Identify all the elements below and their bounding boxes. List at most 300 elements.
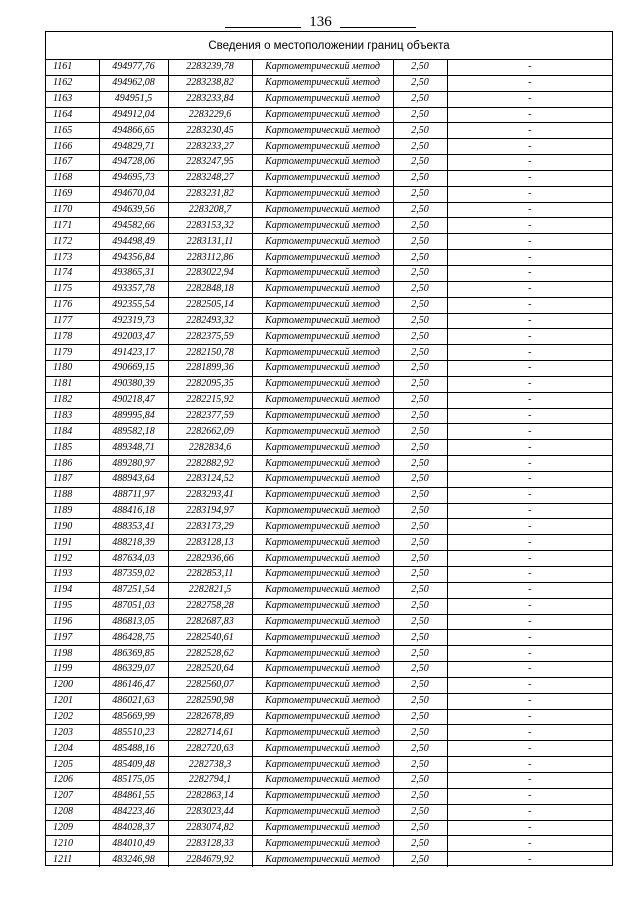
- y-coordinate-cell: 2282560,07: [168, 677, 252, 693]
- table-row: [46, 440, 612, 456]
- point-number-cell: 1185: [46, 440, 99, 456]
- method-cell: Картометрический метод: [252, 852, 393, 867]
- y-coordinate-cell: 2282738,3: [168, 757, 252, 773]
- method-cell: Картометрический метод: [252, 741, 393, 757]
- header-rule-right: [340, 27, 416, 28]
- y-coordinate-cell: 2283194,97: [168, 503, 252, 519]
- note-cell: -: [447, 408, 612, 424]
- accuracy-cell: 2,50: [393, 107, 447, 123]
- note-cell: -: [447, 392, 612, 408]
- x-coordinate-cell: 485669,99: [99, 709, 168, 725]
- point-number-cell: 1198: [46, 646, 99, 662]
- table-row: [46, 234, 612, 250]
- note-cell: -: [447, 281, 612, 297]
- table-row: [46, 281, 612, 297]
- accuracy-cell: 2,50: [393, 646, 447, 662]
- y-coordinate-cell: 2283124,52: [168, 471, 252, 487]
- accuracy-cell: 2,50: [393, 456, 447, 472]
- point-number-cell: 1203: [46, 725, 99, 741]
- accuracy-cell: 2,50: [393, 281, 447, 297]
- table-row: [46, 123, 612, 139]
- y-coordinate-cell: 2281899,36: [168, 361, 252, 377]
- table-row: [46, 424, 612, 440]
- point-number-cell: 1188: [46, 487, 99, 503]
- point-number-cell: 1209: [46, 820, 99, 836]
- method-cell: Картометрический метод: [252, 202, 393, 218]
- x-coordinate-cell: 486428,75: [99, 630, 168, 646]
- note-cell: -: [447, 456, 612, 472]
- accuracy-cell: 2,50: [393, 598, 447, 614]
- y-coordinate-cell: 2283248,27: [168, 170, 252, 186]
- note-cell: -: [447, 155, 612, 171]
- table-row: [46, 329, 612, 345]
- accuracy-cell: 2,50: [393, 155, 447, 171]
- y-coordinate-cell: 2283173,29: [168, 519, 252, 535]
- y-coordinate-cell: 2283233,27: [168, 139, 252, 155]
- accuracy-cell: 2,50: [393, 392, 447, 408]
- y-coordinate-cell: 2282794,1: [168, 772, 252, 788]
- accuracy-cell: 2,50: [393, 852, 447, 867]
- note-cell: -: [447, 265, 612, 281]
- method-cell: Картометрический метод: [252, 123, 393, 139]
- x-coordinate-cell: 486369,85: [99, 646, 168, 662]
- coordinates-table: [46, 60, 612, 867]
- x-coordinate-cell: 492355,54: [99, 297, 168, 313]
- note-cell: -: [447, 630, 612, 646]
- method-cell: Картометрический метод: [252, 662, 393, 678]
- x-coordinate-cell: 494356,84: [99, 250, 168, 266]
- y-coordinate-cell: 2282528,62: [168, 646, 252, 662]
- table-row: [46, 408, 612, 424]
- x-coordinate-cell: 491423,17: [99, 345, 168, 361]
- table-row: [46, 677, 612, 693]
- method-cell: Картометрический метод: [252, 519, 393, 535]
- table-row: [46, 361, 612, 377]
- x-coordinate-cell: 494977,76: [99, 60, 168, 75]
- y-coordinate-cell: 2283022,94: [168, 265, 252, 281]
- method-cell: Картометрический метод: [252, 836, 393, 852]
- note-cell: -: [447, 582, 612, 598]
- point-number-cell: 1211: [46, 852, 99, 867]
- accuracy-cell: 2,50: [393, 91, 447, 107]
- y-coordinate-cell: 2282095,35: [168, 376, 252, 392]
- y-coordinate-cell: 2282590,98: [168, 693, 252, 709]
- x-coordinate-cell: 489582,18: [99, 424, 168, 440]
- note-cell: -: [447, 376, 612, 392]
- accuracy-cell: 2,50: [393, 757, 447, 773]
- table-row: [46, 535, 612, 551]
- y-coordinate-cell: 2283128,13: [168, 535, 252, 551]
- table-row: [46, 170, 612, 186]
- note-cell: -: [447, 186, 612, 202]
- point-number-cell: 1202: [46, 709, 99, 725]
- point-number-cell: 1175: [46, 281, 99, 297]
- method-cell: Картометрический метод: [252, 471, 393, 487]
- point-number-cell: 1200: [46, 677, 99, 693]
- table-row: [46, 567, 612, 583]
- y-coordinate-cell: 2283239,78: [168, 60, 252, 75]
- note-cell: -: [447, 487, 612, 503]
- accuracy-cell: 2,50: [393, 170, 447, 186]
- method-cell: Картометрический метод: [252, 725, 393, 741]
- boundary-table: [45, 31, 613, 866]
- accuracy-cell: 2,50: [393, 361, 447, 377]
- method-cell: Картометрический метод: [252, 630, 393, 646]
- accuracy-cell: 2,50: [393, 202, 447, 218]
- accuracy-cell: 2,50: [393, 218, 447, 234]
- accuracy-cell: 2,50: [393, 551, 447, 567]
- point-number-cell: 1173: [46, 250, 99, 266]
- accuracy-cell: 2,50: [393, 725, 447, 741]
- note-cell: -: [447, 471, 612, 487]
- x-coordinate-cell: 487634,03: [99, 551, 168, 567]
- table-row: [46, 456, 612, 472]
- y-coordinate-cell: 2283112,86: [168, 250, 252, 266]
- point-number-cell: 1171: [46, 218, 99, 234]
- accuracy-cell: 2,50: [393, 408, 447, 424]
- x-coordinate-cell: 488711,97: [99, 487, 168, 503]
- table-row: [46, 741, 612, 757]
- point-number-cell: 1181: [46, 376, 99, 392]
- method-cell: Картометрический метод: [252, 503, 393, 519]
- y-coordinate-cell: 2282375,59: [168, 329, 252, 345]
- note-cell: -: [447, 677, 612, 693]
- x-coordinate-cell: 489348,71: [99, 440, 168, 456]
- accuracy-cell: 2,50: [393, 677, 447, 693]
- point-number-cell: 1179: [46, 345, 99, 361]
- x-coordinate-cell: 484010,49: [99, 836, 168, 852]
- point-number-cell: 1204: [46, 741, 99, 757]
- note-cell: -: [447, 709, 612, 725]
- method-cell: Картометрический метод: [252, 551, 393, 567]
- method-cell: Картометрический метод: [252, 456, 393, 472]
- point-number-cell: 1165: [46, 123, 99, 139]
- point-number-cell: 1196: [46, 614, 99, 630]
- table-row: [46, 345, 612, 361]
- point-number-cell: 1180: [46, 361, 99, 377]
- method-cell: Картометрический метод: [252, 60, 393, 75]
- method-cell: Картометрический метод: [252, 186, 393, 202]
- table-row: [46, 709, 612, 725]
- point-number-cell: 1206: [46, 772, 99, 788]
- note-cell: -: [447, 91, 612, 107]
- point-number-cell: 1170: [46, 202, 99, 218]
- x-coordinate-cell: 487359,02: [99, 567, 168, 583]
- method-cell: Картометрический метод: [252, 218, 393, 234]
- x-coordinate-cell: 486329,07: [99, 662, 168, 678]
- accuracy-cell: 2,50: [393, 297, 447, 313]
- x-coordinate-cell: 489280,97: [99, 456, 168, 472]
- accuracy-cell: 2,50: [393, 693, 447, 709]
- y-coordinate-cell: 2282853,11: [168, 567, 252, 583]
- accuracy-cell: 2,50: [393, 250, 447, 266]
- y-coordinate-cell: 2283153,32: [168, 218, 252, 234]
- table-row: [46, 646, 612, 662]
- point-number-cell: 1174: [46, 265, 99, 281]
- accuracy-cell: 2,50: [393, 139, 447, 155]
- point-number-cell: 1195: [46, 598, 99, 614]
- method-cell: Картометрический метод: [252, 487, 393, 503]
- page-header: [0, 12, 640, 32]
- note-cell: -: [447, 804, 612, 820]
- note-cell: -: [447, 218, 612, 234]
- note-cell: -: [447, 646, 612, 662]
- header-rule-left: [225, 27, 301, 28]
- table-row: [46, 313, 612, 329]
- method-cell: Картометрический метод: [252, 567, 393, 583]
- table-row: [46, 519, 612, 535]
- method-cell: Картометрический метод: [252, 408, 393, 424]
- accuracy-cell: 2,50: [393, 471, 447, 487]
- method-cell: Картометрический метод: [252, 677, 393, 693]
- y-coordinate-cell: 2282505,14: [168, 297, 252, 313]
- table-row: [46, 772, 612, 788]
- x-coordinate-cell: 493865,31: [99, 265, 168, 281]
- accuracy-cell: 2,50: [393, 376, 447, 392]
- method-cell: Картометрический метод: [252, 345, 393, 361]
- note-cell: -: [447, 424, 612, 440]
- point-number-cell: 1172: [46, 234, 99, 250]
- y-coordinate-cell: 2283208,7: [168, 202, 252, 218]
- note-cell: -: [447, 503, 612, 519]
- x-coordinate-cell: 494639,56: [99, 202, 168, 218]
- note-cell: -: [447, 519, 612, 535]
- method-cell: Картометрический метод: [252, 329, 393, 345]
- point-number-cell: 1207: [46, 788, 99, 804]
- x-coordinate-cell: 486146,47: [99, 677, 168, 693]
- note-cell: -: [447, 60, 612, 75]
- method-cell: Картометрический метод: [252, 582, 393, 598]
- accuracy-cell: 2,50: [393, 519, 447, 535]
- x-coordinate-cell: 494670,04: [99, 186, 168, 202]
- y-coordinate-cell: 2283231,82: [168, 186, 252, 202]
- note-cell: -: [447, 741, 612, 757]
- method-cell: Картометрический метод: [252, 313, 393, 329]
- page-number: 136: [309, 14, 332, 30]
- x-coordinate-cell: 490669,15: [99, 361, 168, 377]
- accuracy-cell: 2,50: [393, 503, 447, 519]
- x-coordinate-cell: 484223,46: [99, 804, 168, 820]
- method-cell: Картометрический метод: [252, 392, 393, 408]
- point-number-cell: 1182: [46, 392, 99, 408]
- note-cell: -: [447, 75, 612, 91]
- point-number-cell: 1162: [46, 75, 99, 91]
- point-number-cell: 1177: [46, 313, 99, 329]
- accuracy-cell: 2,50: [393, 741, 447, 757]
- x-coordinate-cell: 494728,06: [99, 155, 168, 171]
- note-cell: -: [447, 614, 612, 630]
- table-row: [46, 662, 612, 678]
- method-cell: Картометрический метод: [252, 424, 393, 440]
- accuracy-cell: 2,50: [393, 487, 447, 503]
- accuracy-cell: 2,50: [393, 804, 447, 820]
- y-coordinate-cell: 2282687,83: [168, 614, 252, 630]
- x-coordinate-cell: 494866,65: [99, 123, 168, 139]
- accuracy-cell: 2,50: [393, 186, 447, 202]
- method-cell: Картометрический метод: [252, 155, 393, 171]
- x-coordinate-cell: 488943,64: [99, 471, 168, 487]
- note-cell: -: [447, 567, 612, 583]
- x-coordinate-cell: 490380,39: [99, 376, 168, 392]
- method-cell: Картометрический метод: [252, 139, 393, 155]
- accuracy-cell: 2,50: [393, 567, 447, 583]
- table-row: [46, 503, 612, 519]
- method-cell: Картометрический метод: [252, 281, 393, 297]
- point-number-cell: 1193: [46, 567, 99, 583]
- x-coordinate-cell: 486813,05: [99, 614, 168, 630]
- table-row: [46, 139, 612, 155]
- y-coordinate-cell: 2282520,64: [168, 662, 252, 678]
- table-row: [46, 60, 612, 75]
- x-coordinate-cell: 486021,63: [99, 693, 168, 709]
- point-number-cell: 1208: [46, 804, 99, 820]
- y-coordinate-cell: 2282720,63: [168, 741, 252, 757]
- x-coordinate-cell: 488416,18: [99, 503, 168, 519]
- y-coordinate-cell: 2282678,89: [168, 709, 252, 725]
- point-number-cell: 1166: [46, 139, 99, 155]
- accuracy-cell: 2,50: [393, 820, 447, 836]
- point-number-cell: 1194: [46, 582, 99, 598]
- y-coordinate-cell: 2282848,18: [168, 281, 252, 297]
- y-coordinate-cell: 2283229,6: [168, 107, 252, 123]
- x-coordinate-cell: 494962,08: [99, 75, 168, 91]
- point-number-cell: 1186: [46, 456, 99, 472]
- note-cell: -: [447, 852, 612, 867]
- point-number-cell: 1187: [46, 471, 99, 487]
- note-cell: -: [447, 598, 612, 614]
- method-cell: Картометрический метод: [252, 107, 393, 123]
- x-coordinate-cell: 494829,71: [99, 139, 168, 155]
- method-cell: Картометрический метод: [252, 75, 393, 91]
- note-cell: -: [447, 234, 612, 250]
- table-row: [46, 852, 612, 867]
- point-number-cell: 1205: [46, 757, 99, 773]
- point-number-cell: 1183: [46, 408, 99, 424]
- method-cell: Картометрический метод: [252, 709, 393, 725]
- note-cell: -: [447, 836, 612, 852]
- x-coordinate-cell: 494582,66: [99, 218, 168, 234]
- x-coordinate-cell: 487251,54: [99, 582, 168, 598]
- point-number-cell: 1201: [46, 693, 99, 709]
- x-coordinate-cell: 489995,84: [99, 408, 168, 424]
- table-row: [46, 693, 612, 709]
- y-coordinate-cell: 2282493,32: [168, 313, 252, 329]
- accuracy-cell: 2,50: [393, 836, 447, 852]
- table-row: [46, 598, 612, 614]
- table-row: [46, 376, 612, 392]
- method-cell: Картометрический метод: [252, 361, 393, 377]
- accuracy-cell: 2,50: [393, 345, 447, 361]
- note-cell: -: [447, 345, 612, 361]
- y-coordinate-cell: 2283074,82: [168, 820, 252, 836]
- x-coordinate-cell: 493357,78: [99, 281, 168, 297]
- table-row: [46, 551, 612, 567]
- accuracy-cell: 2,50: [393, 709, 447, 725]
- point-number-cell: 1167: [46, 155, 99, 171]
- table-row: [46, 392, 612, 408]
- accuracy-cell: 2,50: [393, 329, 447, 345]
- method-cell: Картометрический метод: [252, 265, 393, 281]
- note-cell: -: [447, 440, 612, 456]
- y-coordinate-cell: 2283230,45: [168, 123, 252, 139]
- note-cell: -: [447, 535, 612, 551]
- table-row: [46, 107, 612, 123]
- y-coordinate-cell: 2282936,66: [168, 551, 252, 567]
- note-cell: -: [447, 297, 612, 313]
- y-coordinate-cell: 2282540,61: [168, 630, 252, 646]
- point-number-cell: 1168: [46, 170, 99, 186]
- y-coordinate-cell: 2282863,14: [168, 788, 252, 804]
- accuracy-cell: 2,50: [393, 123, 447, 139]
- accuracy-cell: 2,50: [393, 772, 447, 788]
- table-row: [46, 487, 612, 503]
- y-coordinate-cell: 2282377,59: [168, 408, 252, 424]
- method-cell: Картометрический метод: [252, 535, 393, 551]
- note-cell: -: [447, 139, 612, 155]
- point-number-cell: 1210: [46, 836, 99, 852]
- method-cell: Картометрический метод: [252, 297, 393, 313]
- x-coordinate-cell: 492319,73: [99, 313, 168, 329]
- accuracy-cell: 2,50: [393, 265, 447, 281]
- x-coordinate-cell: 492003,47: [99, 329, 168, 345]
- y-coordinate-cell: 2283247,95: [168, 155, 252, 171]
- note-cell: -: [447, 202, 612, 218]
- point-number-cell: 1189: [46, 503, 99, 519]
- accuracy-cell: 2,50: [393, 630, 447, 646]
- method-cell: Картометрический метод: [252, 693, 393, 709]
- method-cell: Картометрический метод: [252, 440, 393, 456]
- table-row: [46, 265, 612, 281]
- method-cell: Картометрический метод: [252, 91, 393, 107]
- table-row: [46, 297, 612, 313]
- y-coordinate-cell: 2282834,6: [168, 440, 252, 456]
- method-cell: Картометрический метод: [252, 376, 393, 392]
- x-coordinate-cell: 488218,39: [99, 535, 168, 551]
- y-coordinate-cell: 2283293,41: [168, 487, 252, 503]
- y-coordinate-cell: 2283131,11: [168, 234, 252, 250]
- x-coordinate-cell: 485510,23: [99, 725, 168, 741]
- y-coordinate-cell: 2283128,33: [168, 836, 252, 852]
- x-coordinate-cell: 484028,37: [99, 820, 168, 836]
- note-cell: -: [447, 361, 612, 377]
- table-row: [46, 630, 612, 646]
- accuracy-cell: 2,50: [393, 424, 447, 440]
- point-number-cell: 1192: [46, 551, 99, 567]
- method-cell: Картометрический метод: [252, 757, 393, 773]
- x-coordinate-cell: 483246,98: [99, 852, 168, 867]
- x-coordinate-cell: 494695,73: [99, 170, 168, 186]
- note-cell: -: [447, 772, 612, 788]
- method-cell: Картометрический метод: [252, 804, 393, 820]
- note-cell: -: [447, 170, 612, 186]
- method-cell: Картометрический метод: [252, 598, 393, 614]
- note-cell: -: [447, 820, 612, 836]
- point-number-cell: 1191: [46, 535, 99, 551]
- method-cell: Картометрический метод: [252, 614, 393, 630]
- point-number-cell: 1169: [46, 186, 99, 202]
- x-coordinate-cell: 484861,55: [99, 788, 168, 804]
- method-cell: Картометрический метод: [252, 250, 393, 266]
- accuracy-cell: 2,50: [393, 788, 447, 804]
- accuracy-cell: 2,50: [393, 440, 447, 456]
- note-cell: -: [447, 757, 612, 773]
- method-cell: Картометрический метод: [252, 772, 393, 788]
- table-row: [46, 836, 612, 852]
- x-coordinate-cell: 494912,04: [99, 107, 168, 123]
- y-coordinate-cell: 2282758,28: [168, 598, 252, 614]
- y-coordinate-cell: 2282662,09: [168, 424, 252, 440]
- y-coordinate-cell: 2282150,78: [168, 345, 252, 361]
